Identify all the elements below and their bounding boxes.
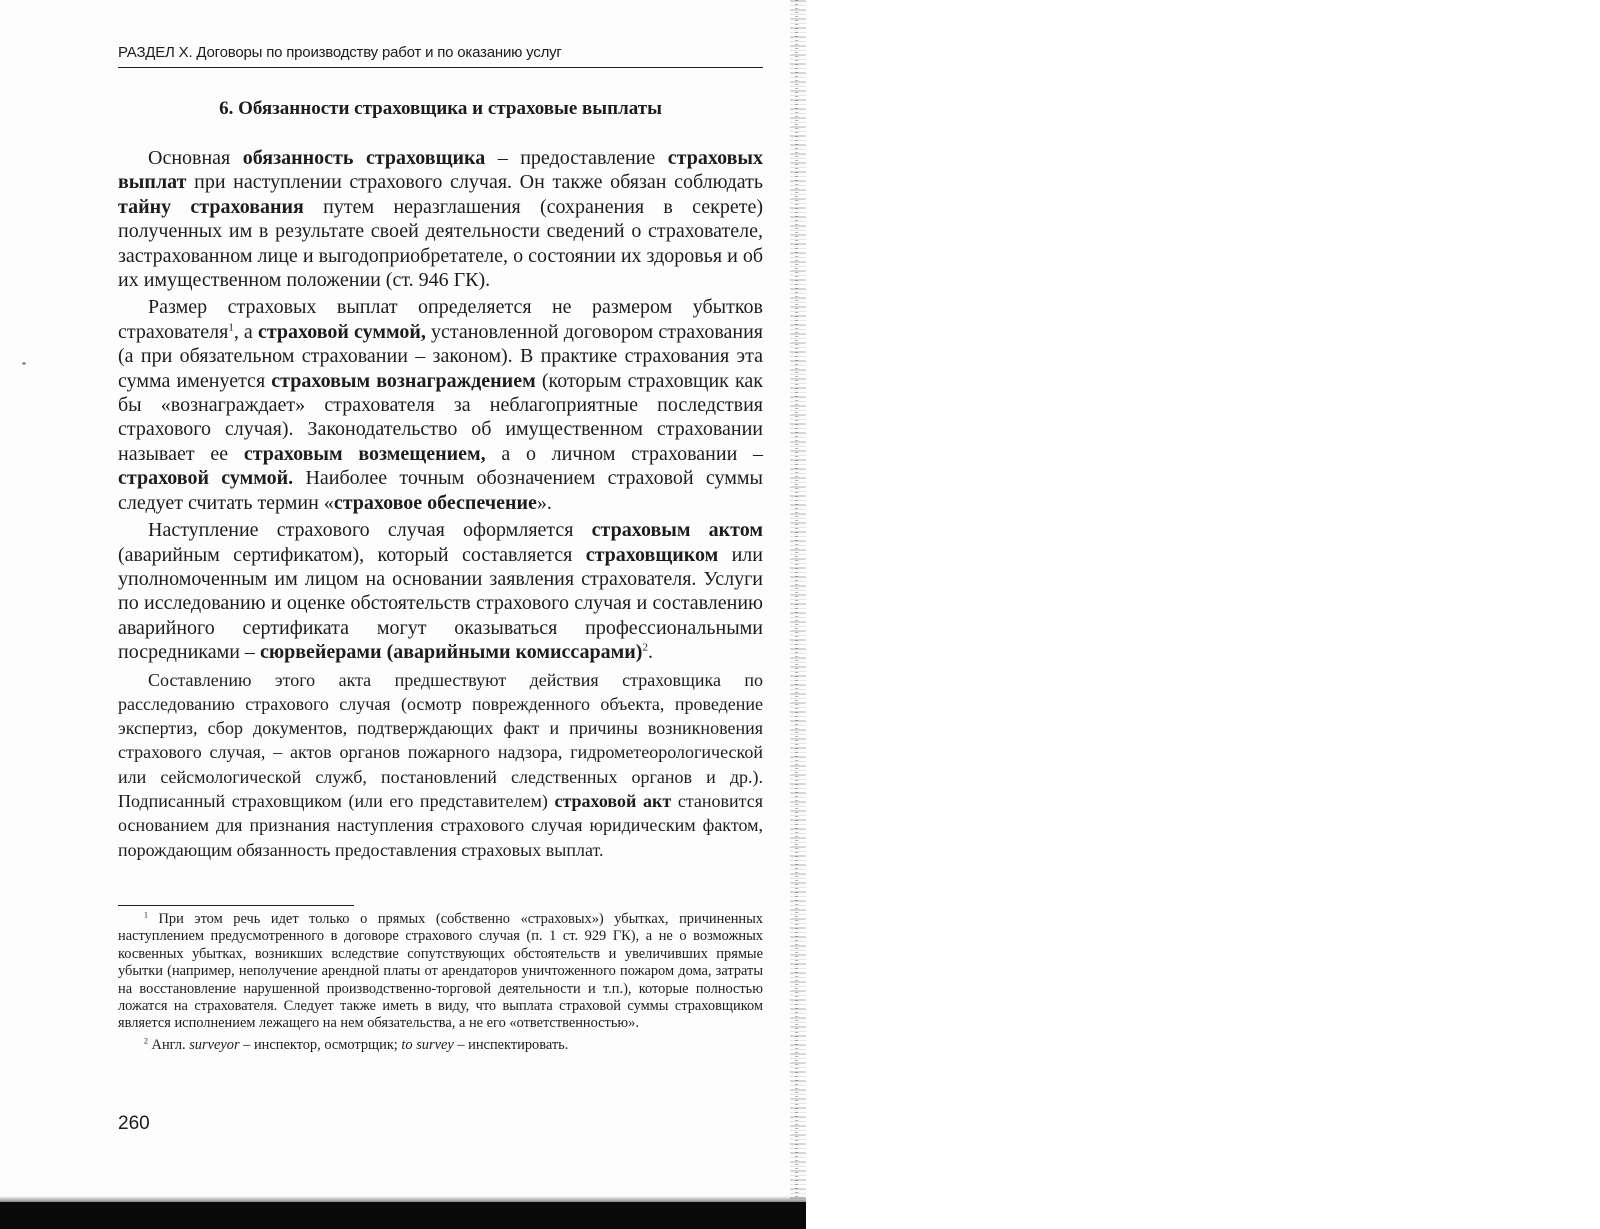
text-run: , а <box>233 320 258 343</box>
italic-term: surveyor <box>189 1036 240 1053</box>
footnote-ref: 1 <box>228 321 234 334</box>
text-run: Основная <box>148 147 243 169</box>
scan-speck <box>22 362 26 365</box>
body-paragraph <box>118 295 763 515</box>
body-paragraph <box>118 146 763 292</box>
emphasized-term: страховым возмещением, <box>243 442 486 465</box>
footnote <box>118 1037 763 1054</box>
text-run: установленной договором страхования (а при обязательном страховании – законом). В практике страхования эта сумма именуется <box>118 320 763 392</box>
emphasized-term: страховое обеспечение <box>333 491 537 514</box>
running-header: РАЗДЕЛ X. Договоры по производству работ и по оказанию услуг <box>118 44 763 68</box>
text-run: (которым страховщик как бы «вознаграждает» страхователя за неблагоприятные последствия страхового случая). Законодательство об имущественном страховании называет ее <box>118 369 764 465</box>
footnote-ref: 1 <box>144 910 148 920</box>
book-spine-shadow <box>790 0 806 1200</box>
text-run: При этом речь идет только о прямых (собственно «страховых») убытках, причиненных наступлением предусмотренного в договоре страхового случая (п. 1 ст. 929 ГК), а не о возможных косвенных убытках, возникших вследствие сопутствующих обстоятельств и увеличивших прямые убытки (например, неполучение арендной платы от арендаторов уничтоженного пожаром дома, затраты на восстановление нарушенной производственно-торговой деятельности и т.п.), которые полностью ложатся на страхователя. Следует также иметь в виду, что выплата страховой суммы страховщиком является исполнением лежащего на нем обязательства, а не его «ответственностью». <box>118 911 763 1032</box>
emphasized-term: страховой акт <box>554 791 672 812</box>
text-run: Наступление страхового случая оформляется <box>148 519 592 542</box>
text-run: путем неразглашения (сохранения в секрете) полученных им в результате своей деятельности сведений о страхователе, застрахованном лице и выгодоприобретателе, о состоянии их здоровья и об их имущественном положении (ст. 946 ГК). <box>118 195 763 292</box>
emphasized-term: страховых выплат <box>118 147 764 194</box>
emphasized-term: страховым актом <box>591 519 763 542</box>
text-run: или уполномоченным им лицом на основании заявления страхователя. Услуги по исследованию и оценке обстоятельств страхового случая и составлению аварийного сертификата могут оказываться профессиональными посредниками – <box>118 543 763 664</box>
text-run: Наиболее точным обозначением страховой суммы следует считать термин « <box>118 467 763 514</box>
emphasized-term: страховым вознаграждением <box>271 369 536 392</box>
text-run: ». <box>536 491 552 514</box>
page-number: 260 <box>118 1113 150 1134</box>
text-run: Размер страховых выплат определяется не размером убытков страхователя <box>118 296 763 343</box>
text-run: – инспектор, осмотрщик; <box>239 1036 402 1053</box>
text-run: – инспектировать. <box>453 1036 569 1053</box>
body-paragraph <box>118 668 763 862</box>
footnote-ref: 2 <box>144 1036 148 1046</box>
text-run: – предоставление <box>485 147 668 169</box>
text-run: а о личном страховании – <box>485 442 763 465</box>
emphasized-term: тайну страхования <box>118 195 304 218</box>
text-run: (аварийным сертификатом), который составляется <box>118 543 586 566</box>
text-run: . <box>647 641 653 664</box>
footnote <box>118 911 763 1033</box>
emphasized-term: сюрвейерами (аварийными комиссарами) <box>259 641 643 664</box>
text-run: Англ. <box>147 1036 190 1053</box>
scan-bottom-edge <box>0 1202 806 1229</box>
emphasized-term: страховой суммой. <box>118 467 294 490</box>
text-run: Составлению этого акта предшествуют действия страховщика по расследованию страхового случая (осмотр поврежденного объекта, проведение экспертиз, сбор документов, подтверждающих факт и причины возникновения страхового случая, – актов органов пожарного надзора, гидрометеорологической или сейсмологической служб, постановлений следственных органов и др.). Подписанный страховщиком (или его представителем) <box>118 669 763 812</box>
section-title: 6. Обязанности страховщика и страховые выплаты <box>219 98 662 119</box>
footnote-separator <box>118 905 354 906</box>
text-run: при наступлении страхового случая. Он также обязан соблюдать <box>186 171 763 194</box>
emphasized-term: обязанность страховщика <box>242 147 486 169</box>
footnote-ref: 2 <box>642 641 648 654</box>
emphasized-term: страховщиком <box>585 543 719 566</box>
emphasized-term: страховой суммой, <box>257 320 426 343</box>
footnotes <box>118 911 763 1054</box>
body-paragraph <box>118 518 763 664</box>
body-text <box>118 146 763 862</box>
text-run: становится основанием для признания наступления страхового случая юридическим фактом, порождающим обязанность предоставления страховых выплат. <box>118 791 764 860</box>
italic-term: to survey <box>401 1036 454 1053</box>
